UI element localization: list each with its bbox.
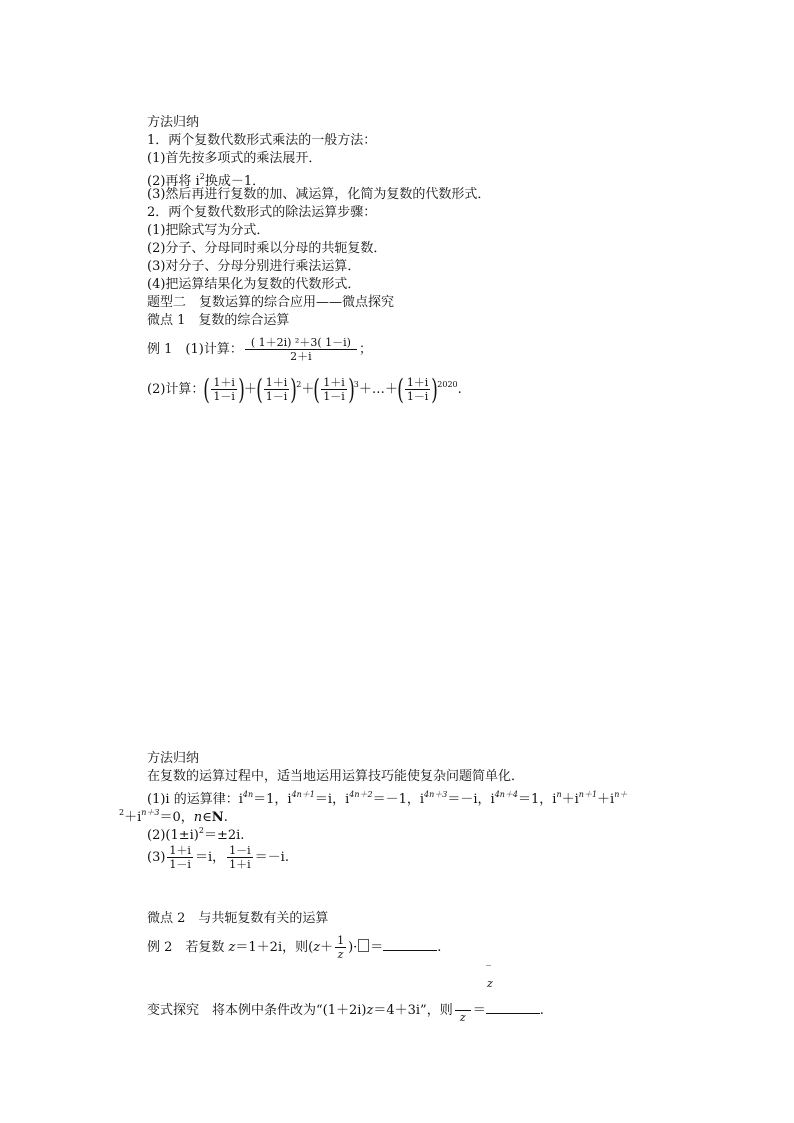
section-heading: 题型二 复数运算的综合应用——微点探究 bbox=[147, 295, 395, 310]
text-line: (1)把除式写为分式． bbox=[147, 223, 270, 238]
text: (2)再将 i bbox=[147, 174, 200, 189]
text: . bbox=[437, 940, 442, 955]
text: ＝－1，i bbox=[372, 792, 425, 807]
superscript: 2 bbox=[198, 826, 204, 835]
superscript: 4n＋1 bbox=[291, 790, 315, 799]
text: ＝1，i bbox=[518, 792, 557, 807]
text: ＋i bbox=[597, 792, 615, 807]
fraction bbox=[245, 336, 357, 363]
text: ＝－i，i bbox=[447, 792, 495, 807]
superscript: n＋3 bbox=[141, 808, 160, 817]
method-summary-title-2: 方法归纳 bbox=[147, 751, 200, 766]
answer-blank bbox=[486, 1001, 540, 1014]
text-line: 在复数的运算过程中，适当地运用运算技巧能使复杂问题简单化． bbox=[147, 769, 525, 784]
text: ＝1，i bbox=[253, 792, 292, 807]
text-line: (4)把运算结果化为复数的代数形式． bbox=[147, 277, 361, 292]
missing-glyph-box bbox=[358, 939, 369, 952]
conjugate-z: z bbox=[487, 977, 493, 990]
superscript: 4n＋4 bbox=[494, 790, 519, 799]
answer-blank bbox=[383, 938, 437, 951]
text: ∈ bbox=[202, 810, 212, 825]
variant-exploration bbox=[147, 996, 544, 1026]
text: . bbox=[223, 810, 228, 825]
method-summary-title-1: 方法归纳 bbox=[147, 115, 200, 130]
text: ＋ bbox=[320, 940, 334, 955]
denominator: 1＋i bbox=[229, 858, 251, 871]
text: ＝i，i bbox=[314, 792, 350, 807]
text-line: 2．两个复数代数形式的除法运算步骤： bbox=[147, 205, 377, 220]
left-paren: ( bbox=[313, 372, 321, 406]
fraction bbox=[264, 376, 290, 403]
text: ＋ bbox=[301, 382, 315, 397]
example-label: 例 1 (1)计算： bbox=[147, 342, 243, 357]
denominator: 1－i bbox=[323, 390, 345, 403]
text-line: (3)对分子、分母分别进行乘法运算． bbox=[147, 259, 361, 274]
text: ＝i， bbox=[194, 850, 226, 865]
superscript: n bbox=[556, 790, 562, 799]
denominator: z bbox=[337, 948, 344, 961]
left-paren: ( bbox=[256, 372, 263, 406]
text-line: (3)然后再进行复数的加、减运算，化简为复数的代数形式． bbox=[147, 187, 491, 202]
right-paren: ) bbox=[348, 372, 355, 406]
example-label: 例 2 若复数 bbox=[147, 940, 229, 955]
denominator: 2＋i bbox=[290, 350, 312, 363]
denominator: z bbox=[459, 1011, 466, 1024]
numerator: 1＋i bbox=[323, 376, 345, 389]
numerator: ( 1＋2i) ²＋3( 1－i) bbox=[245, 336, 357, 350]
text-line: (2)分子、分母同时乘以分母的共轭复数． bbox=[147, 241, 387, 256]
text: 变式探究 将本例中条件改为“(1＋2i) bbox=[147, 1003, 367, 1018]
example-1-part-2 bbox=[147, 368, 462, 407]
text: ＝ bbox=[472, 1003, 486, 1018]
numerator: 1－i bbox=[229, 844, 251, 857]
text: ＝±2i. bbox=[203, 828, 245, 843]
text: ＋i bbox=[561, 792, 579, 807]
superscript: 2 bbox=[296, 380, 302, 389]
variable: z bbox=[313, 940, 321, 955]
text: ＝ bbox=[370, 940, 384, 955]
text: ＝－i. bbox=[254, 850, 289, 865]
denominator: 1－i bbox=[169, 858, 191, 871]
text: ＋i bbox=[124, 810, 142, 825]
superscript: 2020 bbox=[437, 380, 458, 389]
text-line: 1．两个复数代数形式乘法的一般方法： bbox=[147, 133, 377, 148]
right-paren: ) bbox=[431, 372, 439, 406]
fraction bbox=[167, 844, 193, 871]
text: (2)计算： bbox=[147, 382, 205, 397]
right-paren: ) bbox=[290, 372, 298, 406]
variable: z bbox=[228, 940, 236, 955]
superscript: n＋ bbox=[614, 790, 628, 799]
fraction bbox=[321, 376, 347, 403]
numerator: 1＋i bbox=[169, 844, 191, 857]
numerator: 1 bbox=[337, 934, 345, 947]
text: (2)(1±i) bbox=[147, 828, 199, 843]
right-paren: ) bbox=[238, 372, 245, 406]
numerator: 1＋i bbox=[265, 376, 288, 389]
subsection-heading: 微点 1 复数的综合运算 bbox=[147, 313, 290, 328]
superscript: 4n bbox=[242, 790, 254, 799]
superscript: 2 bbox=[119, 808, 125, 817]
fraction bbox=[455, 997, 471, 1024]
numerator bbox=[455, 997, 471, 1011]
text-line: (1)首先按多项式的乘法展开． bbox=[147, 151, 322, 166]
text: (3) bbox=[147, 850, 166, 865]
numerator: 1＋i bbox=[406, 376, 429, 389]
superscript: 4n＋3 bbox=[424, 790, 448, 799]
variable: n bbox=[193, 810, 203, 825]
left-paren: ( bbox=[397, 372, 404, 406]
subsection-heading: 微点 2 与共轭复数有关的运算 bbox=[147, 911, 329, 926]
superscript: 3 bbox=[353, 380, 359, 389]
text: (1)i 的运算律：i bbox=[147, 792, 243, 807]
fraction bbox=[227, 844, 253, 871]
example-2 bbox=[147, 932, 441, 964]
text: . bbox=[539, 1003, 544, 1018]
text: ＝1＋2i，则( bbox=[235, 940, 314, 955]
fraction bbox=[405, 376, 431, 403]
superscript: n＋1 bbox=[578, 790, 598, 799]
numerator: 1＋i bbox=[213, 376, 235, 389]
example-1-part-1 bbox=[147, 336, 372, 363]
text: 换成－1． bbox=[204, 174, 266, 189]
left-paren: ( bbox=[203, 372, 211, 406]
conjugate-bar: ‾ bbox=[486, 965, 491, 976]
text-line bbox=[147, 842, 289, 874]
fraction bbox=[211, 376, 237, 403]
superscript: 2 bbox=[199, 172, 205, 181]
text: . bbox=[457, 382, 462, 397]
text: ＝0， bbox=[159, 810, 194, 825]
superscript: 4n＋2 bbox=[349, 790, 373, 799]
text: N bbox=[211, 810, 224, 825]
text: ； bbox=[358, 342, 372, 357]
variable: z bbox=[366, 1003, 374, 1018]
text: ＝4＋3i”，则 bbox=[373, 1003, 453, 1018]
text: ＋ bbox=[243, 382, 257, 397]
denominator: 1－i bbox=[265, 390, 288, 403]
text: ＋…＋ bbox=[358, 382, 398, 397]
denominator: 1－i bbox=[213, 390, 235, 403]
denominator: 1－i bbox=[406, 390, 429, 403]
fraction bbox=[335, 934, 346, 961]
text: )· bbox=[348, 940, 358, 955]
